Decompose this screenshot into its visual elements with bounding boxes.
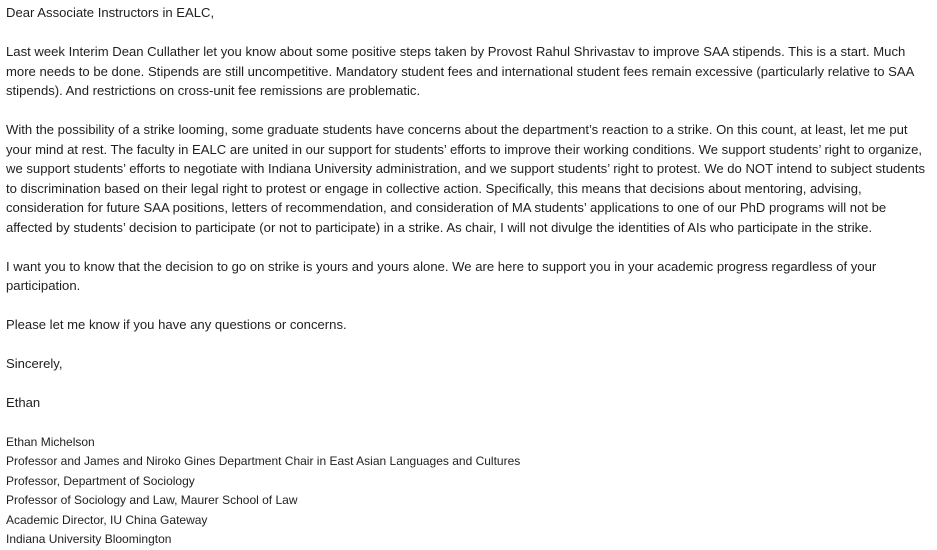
greeting: Dear Associate Instructors in EALC, [6,3,934,23]
email-body [6,3,934,550]
sender-first-name: Ethan [6,393,934,413]
paragraph-questions: Please let me know if you have any questions or concerns. [6,315,934,335]
signature-institution: Indiana University Bloomington [6,530,934,550]
paragraph-decision: I want you to know that the decision to go on strike is yours and yours alone. We are here to support you in your academic progress regardless of your participation. [6,257,934,296]
signature-name: Ethan Michelson [6,433,934,453]
paragraph-gap [6,335,934,355]
paragraph-gap [6,23,934,43]
closing: Sincerely, [6,354,934,374]
signature-title-sociology: Professor, Department of Sociology [6,472,934,492]
paragraph-stipends: Last week Interim Dean Cullather let you know about some positive steps taken by Provost Rahul Shrivastav to improve SAA stipends. This is a start. Much more needs to be done. Stipends are still uncompetitive. Mandatory student fees and international student fees remain excessive (particularly relative to SAA stipends). And restrictions on cross-unit fee remissions are problematic. [6,42,934,101]
paragraph-gap [6,101,934,121]
signature-title-chair: Professor and James and Niroko Gines Department Chair in East Asian Languages and Cultures [6,452,934,472]
signature-title-china-gateway: Academic Director, IU China Gateway [6,511,934,531]
signature-title-law: Professor of Sociology and Law, Maurer School of Law [6,491,934,511]
paragraph-strike-policy: With the possibility of a strike looming, some graduate students have concerns about the department’s reaction to a strike. On this count, at least, let me put your mind at rest. The faculty in EALC are united in our support for students’ efforts to improve their working conditions. We support students’ right to organize, we support students’ efforts to negotiate with Indiana University administration, and we support students’ right to protest. We do NOT intend to subject students to discrimination based on their legal right to protest or engage in collective action. Specifically, this means that decisions about mentoring, advising, consideration for future SAA positions, letters of recommendation, and consideration of MA students’ applications to one of our PhD programs will not be affected by students’ decision to participate (or not to participate) in a strike. As chair, I will not divulge the identities of AIs who participate in the strike. [6,120,934,237]
paragraph-gap [6,237,934,257]
signature-block [6,433,934,550]
paragraph-gap [6,374,934,394]
paragraph-gap [6,296,934,316]
